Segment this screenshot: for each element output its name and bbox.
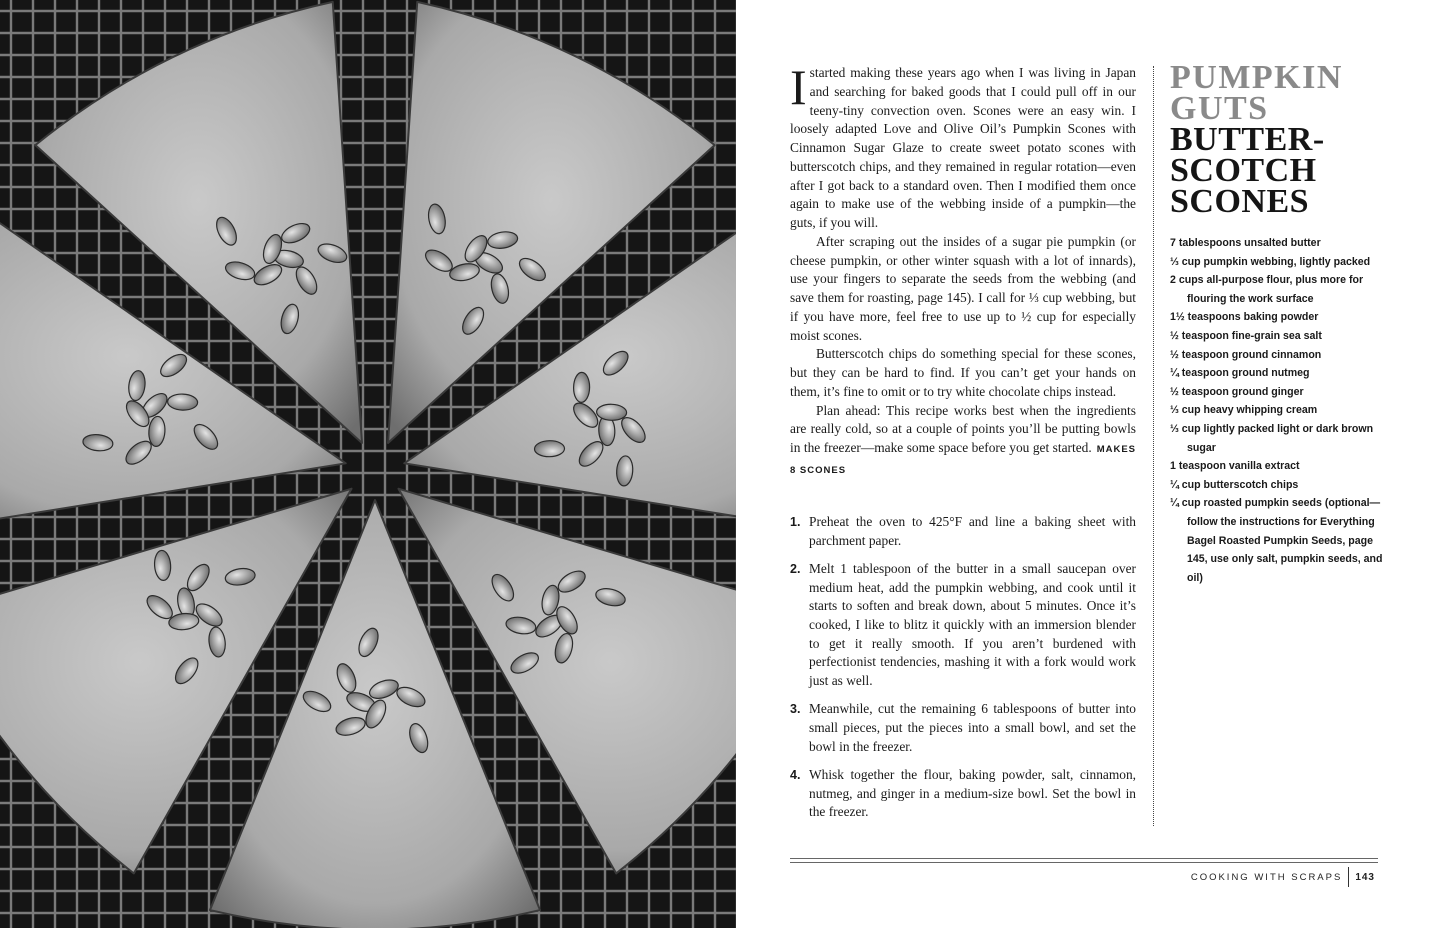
ingredient-item: ¼ cup roasted pumpkin seeds (optional—follow the instructions for Everything Bagel Roasted Pumpkin Seeds, page 145, use only salt, pumpkin seeds, and oil) — [1170, 497, 1383, 584]
pumpkin-seed — [596, 404, 627, 421]
ingredient-item: 1½ teaspoons baking powder — [1170, 311, 1319, 324]
title-line: PUMPKIN — [1170, 59, 1343, 96]
intro-paragraph: Butterscotch chips do something special for these scones, but they can be hard to find. If you can’t get your hands on them, it’s fine to omit or to try white chocolate chips instead. — [790, 346, 1136, 399]
step-number: 4. — [790, 768, 801, 783]
drop-cap: I — [790, 59, 807, 115]
ingredient-item: ⅓ cup lightly packed light or dark brown sugar — [1170, 422, 1374, 454]
page-footer — [1191, 867, 1375, 887]
ingredient-list — [1170, 234, 1395, 587]
step-text: Melt 1 tablespoon of the butter in a small saucepan over medium heat, add the pumpkin webbing, and cook until it starts to soften and break down, about 5 minutes. Once it’s cooked, I like to blitz it quickly with an immersion blender to get it really smooth. If you aren’t burdened with perfectionist tendencies, mashing it with a fork would work just as well. — [809, 561, 1136, 688]
intro-text — [790, 59, 1136, 481]
page-number: 143 — [1355, 871, 1375, 883]
pumpkin-seed — [573, 372, 590, 402]
ingredient-item: ½ teaspoon ground ginger — [1170, 385, 1304, 398]
column-divider — [1153, 66, 1154, 826]
footer-section-title: COOKING WITH SCRAPS — [1190, 871, 1343, 883]
step-number: 2. — [790, 562, 801, 577]
footer-rule — [790, 858, 1378, 859]
step-item — [790, 560, 1136, 690]
title-line: GUTS — [1170, 90, 1269, 127]
step-text: Preheat the oven to 425°F and line a baking sheet with parchment paper. — [809, 514, 1136, 548]
footer-separator — [1348, 867, 1349, 887]
ingredient-item: 1 teaspoon vanilla extract — [1170, 460, 1300, 473]
intro-paragraph: Istarted making these years ago when I was living in Japan and searching for baked goods that I could pull off in our teeny-tiny convection oven. Scones were an easy win. I loosely adapted Love and Olive Oil’s Pumpkin Scones with Cinnamon Sugar Glaze to create sweet potato scones with butterscotch chips, and they remained in regular rotation—even after I got back to a standard oven. Then I modified them once again to make use of the webbing inside of a pumpkin—the guts, if you will. — [790, 59, 1136, 230]
title-line: SCOTCH — [1170, 152, 1317, 189]
title-line: BUTTER- — [1170, 121, 1325, 158]
step-number: 1. — [790, 515, 801, 529]
ingredient-item: 7 tablespoons unsalted butter — [1170, 237, 1321, 249]
yield-label: MAKES 8 SCONES — [790, 444, 1136, 476]
ingredient-item: ¼ teaspoon ground nutmeg — [1170, 367, 1310, 380]
step-text: Meanwhile, cut the remaining 6 tablespoons of butter into small pieces, put the pieces into a small bowl, and set the bowl in the freezer. — [809, 701, 1136, 754]
recipe-steps — [790, 513, 1136, 832]
ingredient-item: ¼ cup butterscotch chips — [1170, 478, 1299, 491]
step-item — [790, 700, 1136, 756]
pumpkin-seed — [534, 440, 564, 457]
intro-paragraph: Plan ahead: This recipe works best when the ingredients are really cold, so at a couple of points you’ll be putting bowls in the freezer—make some space before you get started. MAKES 8 SCONES — [790, 402, 1136, 476]
step-number: 3. — [790, 702, 801, 717]
ingredient-item: ⅓ cup pumpkin webbing, lightly packed — [1170, 255, 1371, 268]
ingredient-item: 2 cups all-purpose flour, plus more for flouring the work surface — [1170, 274, 1364, 305]
title-line: SCONES — [1170, 183, 1310, 220]
footer-rule — [790, 862, 1378, 863]
step-item — [790, 513, 1136, 550]
intro-paragraph: After scraping out the insides of a sugar pie pumpkin (or cheese pumpkin, or other winter squash with a lot of innards), use your fingers to separate the seeds from the webbing (and save them for roasting, page 145). I call for ⅓ cup webbing, but if you have more, feel free to use up to ½ cup for especially moist scones. — [790, 233, 1136, 343]
ingredient-item: ⅓ cup heavy whipping cream — [1170, 404, 1318, 417]
ingredient-item: ½ teaspoon ground cinnamon — [1170, 348, 1322, 361]
ingredient-item: ½ teaspoon fine-grain sea salt — [1170, 329, 1322, 342]
pumpkin-seed — [167, 394, 198, 411]
step-item — [790, 766, 1136, 822]
recipe-title — [1170, 59, 1410, 220]
step-text: Whisk together the flour, baking powder, salt, cinnamon, nutmeg, and ginger in a medium-size bowl. Set the bowl in the freezer. — [809, 767, 1136, 820]
